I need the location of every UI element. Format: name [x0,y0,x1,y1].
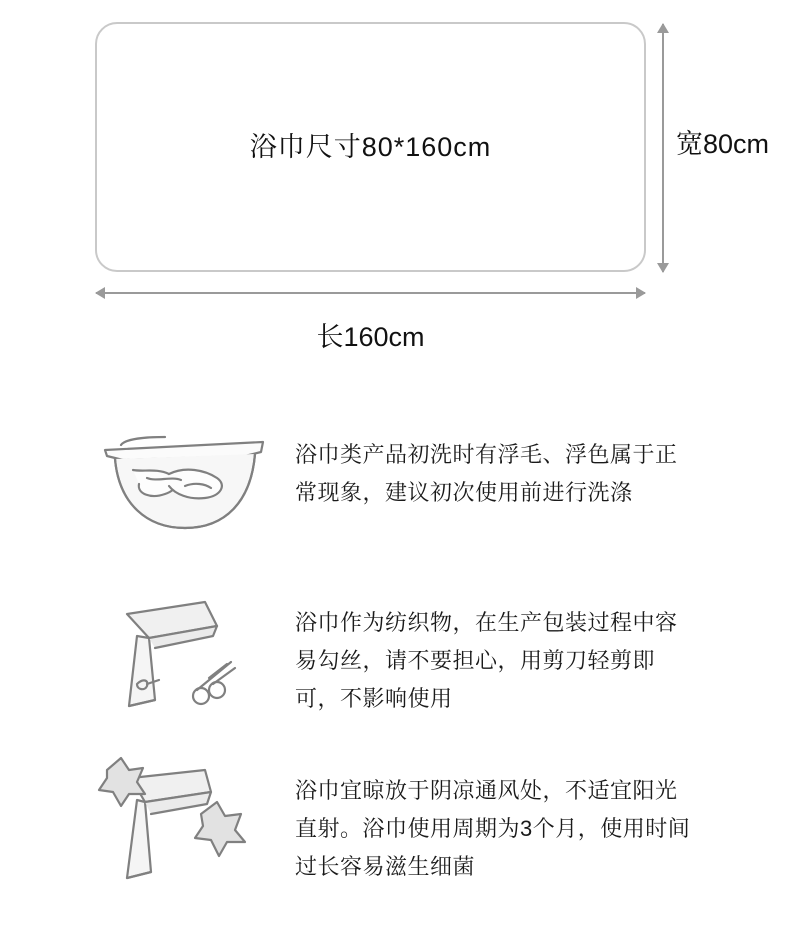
basin-with-towel-icon [85,412,285,562]
size-diagram [0,0,790,380]
list-item [0,748,790,916]
width-dimension-line [662,24,664,272]
arrow-left-icon [95,287,105,299]
towel-drying-sun-icon [85,748,285,898]
towel-with-scissors-icon [85,580,285,730]
tip-text: 浴巾宜晾放于阴凉通风处，不适宜阳光直射。浴巾使用周期为3个月，使用时间过长容易滋生细菌 [295,778,691,879]
arrow-right-icon [636,287,646,299]
arrow-up-icon [657,23,669,33]
tip-text: 浴巾类产品初洗时有浮毛、浮色属于正常现象，建议初次使用前进行洗涤 [295,442,678,505]
arrow-down-icon [657,263,669,273]
list-item [0,412,790,580]
width-dimension-label: 宽80cm [676,129,770,159]
care-tips-list [0,412,790,916]
tip-text: 浴巾作为纺织物，在生产包装过程中容易勾丝，请不要担心，用剪刀轻剪即可，不影响使用 [295,610,678,711]
towel-size-label: 浴巾尺寸80*160cm [249,132,492,162]
length-dimension-label: 长160cm [316,322,425,352]
list-item [0,580,790,748]
length-dimension-line [96,292,645,294]
